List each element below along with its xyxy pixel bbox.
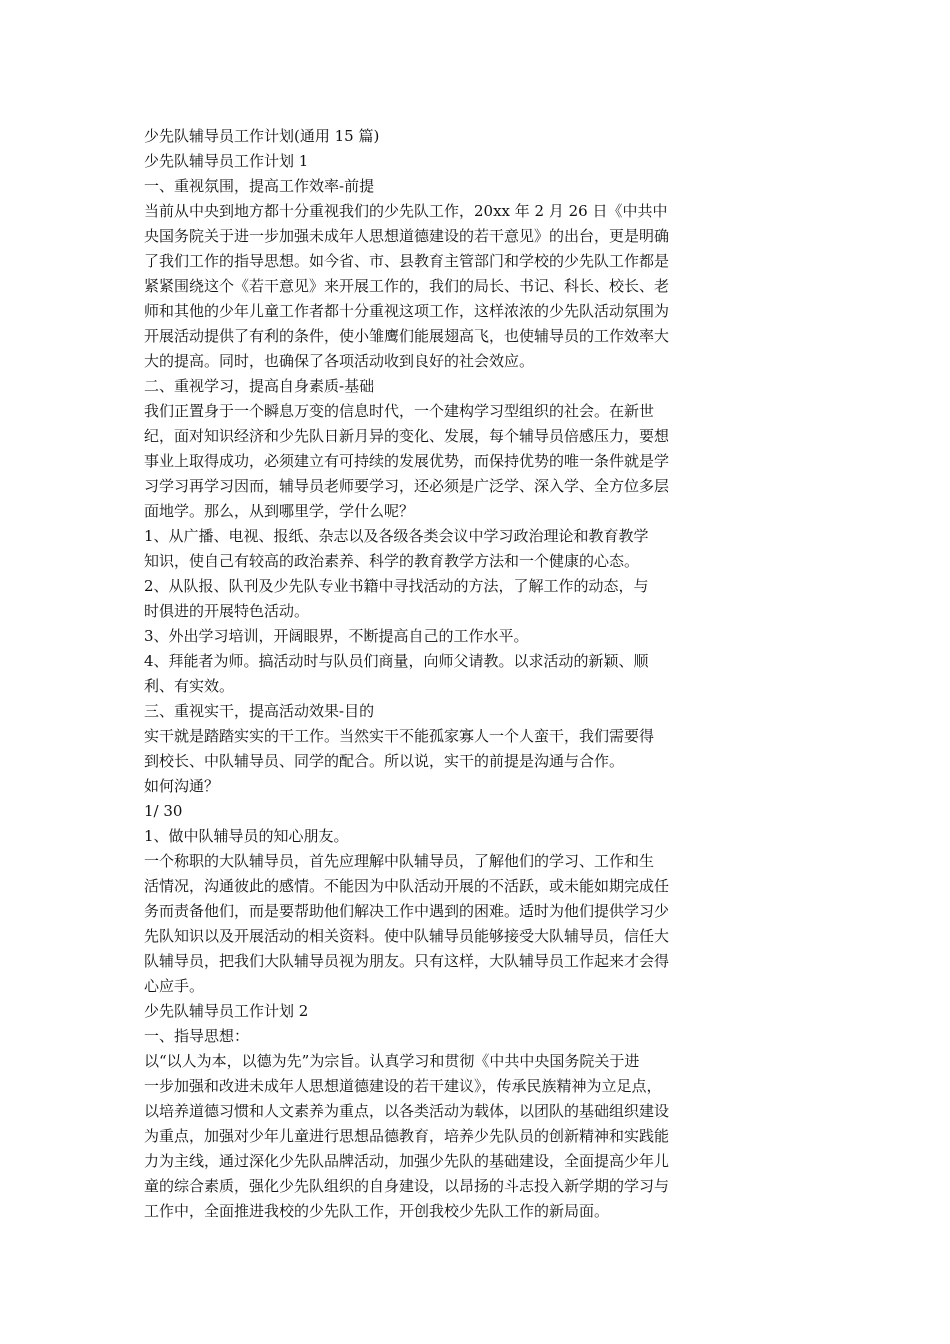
document-title: 少先队辅导员工作计划(通用 15 篇) <box>144 127 380 145</box>
text-line: 先队知识以及开展活动的相关资料。使中队辅导员能够接受大队辅导员，信任大 <box>144 927 670 945</box>
text-line: 队辅导员，把我们大队辅导员视为朋友。只有这样，大队辅导员工作起来才会得 <box>144 952 670 970</box>
text-line: 师和其他的少年儿童工作者都十分重视这项工作，这样浓浓的少先队活动氛围为 <box>144 302 670 320</box>
text-line: 利、有实效。 <box>144 677 235 695</box>
text-line: 到校长、中队辅导员、同学的配合。所以说，实干的前提是沟通与合作。 <box>144 752 625 770</box>
text-line: 少先队辅导员工作计划 2 <box>144 1002 309 1020</box>
text-line: 大的提高。同时，也确保了各项活动收到良好的社会效应。 <box>144 352 535 370</box>
text-line: 4、拜能者为师。搞活动时与队员们商量，向师父请教。以求活动的新颖、顺 <box>144 652 649 670</box>
text-line: 1/ 30 <box>144 802 183 820</box>
text-line: 童的综合素质，强化少先队组织的自身建设，以昂扬的斗志投入新学期的学习与 <box>144 1177 670 1195</box>
text-line: 3、外出学习培训，开阔眼界，不断提高自己的工作水平。 <box>144 627 529 645</box>
text-line: 务而责备他们，而是要帮助他们解决工作中遇到的困难。适时为他们提供学习少 <box>144 902 670 920</box>
text-line: 紧紧围绕这个《若干意见》来开展工作的，我们的局长、书记、科长、校长、老 <box>144 277 670 295</box>
text-line: 工作中，全面推进我校的少先队工作，开创我校少先队工作的新局面。 <box>144 1202 610 1220</box>
text-line: 一步加强和改进未成年人思想道德建设的若干建议》，传承民族精神为立足点， <box>144 1077 662 1095</box>
text-line: 当前从中央到地方都十分重视我们的少先队工作，20xx 年 2 月 26 日《中共中 <box>144 202 668 220</box>
text-line: 以培养道德习惯和人文素养为重点，以各类活动为载体，以团队的基础组织建设 <box>144 1102 670 1120</box>
text-line: 如何沟通？ <box>144 777 220 795</box>
text-line: 少先队辅导员工作计划 1 <box>144 152 309 170</box>
text-line: 纪，面对知识经济和少先队日新月异的变化、发展，每个辅导员倍感压力，要想 <box>144 427 670 445</box>
text-line: 我们正置身于一个瞬息万变的信息时代，一个建构学习型组织的社会。在新世 <box>144 402 655 420</box>
text-line: 心应手。 <box>144 977 205 995</box>
text-line: 2、从队报、队刊及少先队专业书籍中寻找活动的方法，了解工作的动态，与 <box>144 577 649 595</box>
text-line: 一、重视氛围，提高工作效率-前提 <box>144 177 375 195</box>
text-line: 开展活动提供了有利的条件，使小雏鹰们能展翅高飞，也使辅导员的工作效率大 <box>144 327 670 345</box>
text-line: 1、做中队辅导员的知心朋友。 <box>144 827 349 845</box>
text-line: 1、从广播、电视、报纸、杂志以及各级各类会议中学习政治理论和教育教学 <box>144 527 649 545</box>
text-line: 习学习再学习因而，辅导员老师要学习，还必须是广泛学、深入学、全方位多层 <box>144 477 670 495</box>
text-line: 活情况，沟通彼此的感情。不能因为中队活动开展的不活跃，或未能如期完成任 <box>144 877 670 895</box>
document-body <box>144 124 744 1224</box>
text-line: 央国务院关于进一步加强未成年人思想道德建设的若干意见》的出台，更是明确 <box>144 227 670 245</box>
text-line: 面地学。那么，从到哪里学，学什么呢？ <box>144 502 415 520</box>
text-line: 为重点，加强对少年儿童进行思想品德教育，培养少先队员的创新精神和实践能 <box>144 1127 670 1145</box>
text-line: 一、指导思想： <box>144 1027 250 1045</box>
text-line: 力为主线，通过深化少先队品牌活动，加强少先队的基础建设，全面提高少年儿 <box>144 1152 670 1170</box>
text-line: 时俱进的开展特色活动。 <box>144 602 310 620</box>
text-line: 三、重视实干，提高活动效果-目的 <box>144 702 375 720</box>
text-line: 一个称职的大队辅导员，首先应理解中队辅导员，了解他们的学习、工作和生 <box>144 852 655 870</box>
text-line: 了我们工作的指导思想。如今省、市、县教育主管部门和学校的少先队工作都是 <box>144 252 670 270</box>
text-line: 知识，使自己有较高的政治素养、科学的教育教学方法和一个健康的心态。 <box>144 552 640 570</box>
text-line: 以“以人为本，以德为先”为宗旨。认真学习和贯彻《中共中央国务院关于进 <box>144 1052 640 1070</box>
text-line: 二、重视学习，提高自身素质-基础 <box>144 377 375 395</box>
text-line: 实干就是踏踏实实的干工作。当然实干不能孤家寡人一个人蛮干，我们需要得 <box>144 727 655 745</box>
text-line: 事业上取得成功，必须建立有可持续的发展优势，而保持优势的唯一条件就是学 <box>144 452 670 470</box>
